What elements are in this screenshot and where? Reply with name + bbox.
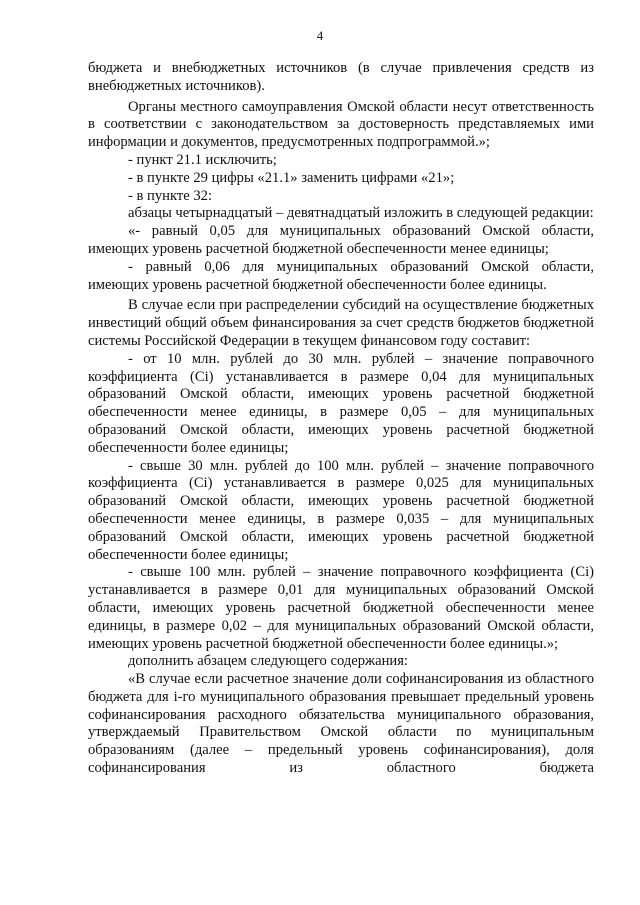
paragraph: дополнить абзацем следующего содержания: <box>128 653 408 670</box>
paragraph: - равный 0,06 для муниципальных образований Омской области, имеющих уровень расчетной бюджетной обеспеченности более единицы. <box>88 258 594 293</box>
paragraph: - от 10 млн. рублей до 30 млн. рублей – значение поправочного коэффициента (Ci) устанавливается в размере 0,04 для муниципальных образований Омской области, имеющих уровень расчетной бюджетной обеспеченности менее единицы, в размере 0,05 – для муниципальных образований Омской области, имеющих уровень расчетной бюджетной обеспеченности более единицы; <box>88 350 594 456</box>
document-body <box>88 60 594 778</box>
paragraph: - свыше 100 млн. рублей – значение поправочного коэффициента (Ci) устанавливается в размере 0,01 для муниципальных образований Омской области, имеющих уровень расчетной бюджетной обеспеченности менее единицы, в размере 0,02 – для муниципальных образований Омской области, имеющих уровень расчетной бюджетной обеспеченности более единицы.»; <box>88 564 594 652</box>
page-number: 4 <box>316 28 324 43</box>
paragraph: - в пункте 32: <box>128 187 213 204</box>
paragraph: - в пункте 29 цифры «21.1» заменить цифрами «21»; <box>128 169 455 186</box>
paragraph: «В случае если расчетное значение доли софинансирования из областного бюджета для i-го муниципального образования превышает предельный уровень софинансирования расходного обязательства муниципального образования, утверждаемый Правительством Омской области по муниципальным образованиям (далее – предельный уровень софинансирования), доля софинансирования из областного бюджета <box>88 671 594 777</box>
paragraph: - пункт 21.1 исключить; <box>128 151 277 168</box>
paragraph: абзацы четырнадцатый – девятнадцатый изложить в следующей редакции: <box>128 205 594 222</box>
paragraph: В случае если при распределении субсидий на осуществление бюджетных инвестиций общий объем финансирования за счет средств бюджетов бюджетной системы Российской Федерации в текущем финансовом году составит: <box>88 297 594 349</box>
paragraph: «- равный 0,05 для муниципальных образований Омской области, имеющих уровень расчетной бюджетной обеспеченности менее единицы; <box>88 223 594 257</box>
paragraph: - свыше 30 млн. рублей до 100 млн. рублей – значение поправочного коэффициента (Ci) устанавливается в размере 0,025 для муниципальных образований Омской области, имеющих уровень расчетной бюджетной обеспеченности менее единицы, в размере 0,035 – для муниципальных образований Омской области, имеющих уровень расчетной бюджетной обеспеченности более единицы; <box>88 457 594 563</box>
paragraph: Органы местного самоуправления Омской области несут ответственность в соответствии с законодательством за достоверность представляемых ими информации и документов, предусмотренных подпрограммой.»; <box>88 98 594 151</box>
paragraph: бюджета и внебюджетных источников (в случае привлечения средств из внебюджетных источников). <box>88 60 594 94</box>
